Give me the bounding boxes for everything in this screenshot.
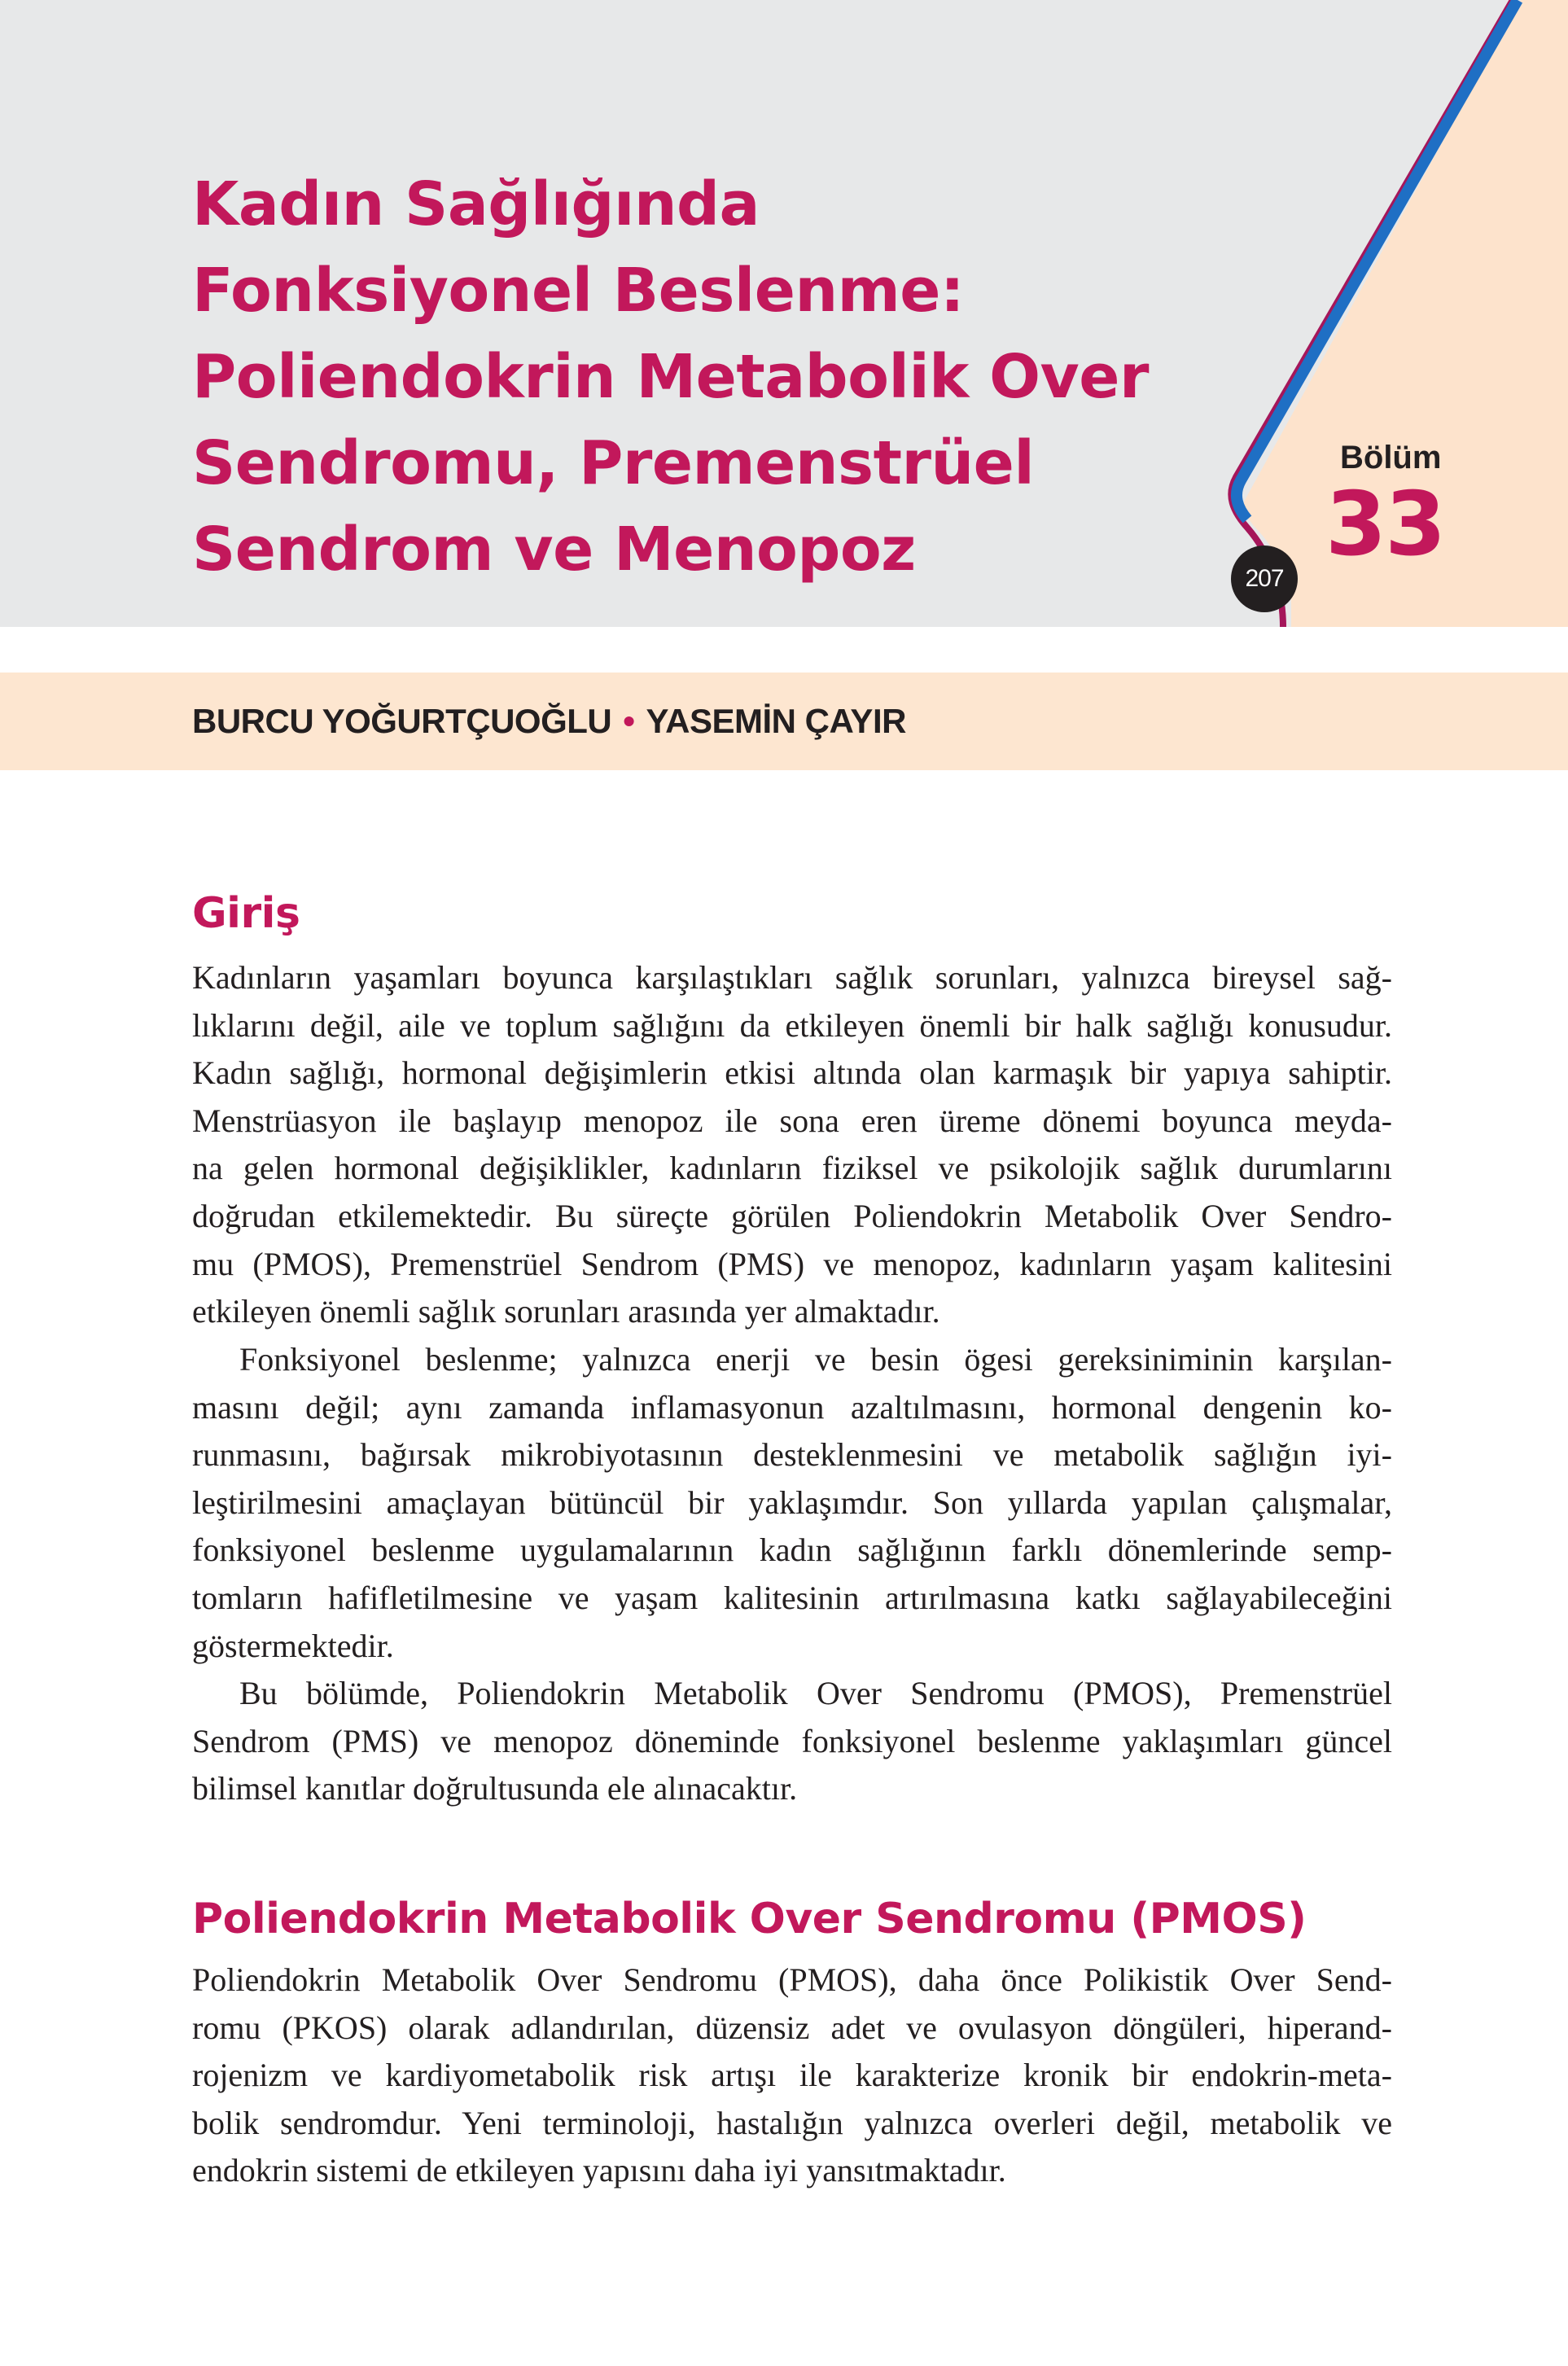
text-line: göstermektedir. <box>192 1627 394 1664</box>
paragraph <box>192 954 1392 1336</box>
chapter-title-line: Fonksiyonel Beslenme: <box>192 256 965 326</box>
paragraph <box>192 1670 1392 1813</box>
text-line: Bu bölümde, Poliendokrin Metabolik Over Sendromu (PMOS), Premenstrüel <box>239 1675 1392 1711</box>
paragraph <box>192 1956 1392 2195</box>
text-line: leştirilmesini amaçlayan bütüncül bir yaklaşımdır. Son yıllarda yapılan çalışmalar, <box>192 1483 1392 1521</box>
text-line: romu (PKOS) olarak adlandırılan, düzensiz adet ve ovulasyon döngüleri, hiperand- <box>192 2009 1392 2046</box>
text-line: lıklarını değil, aile ve toplum sağlığını da etkileyen önemli bir halk sağlığı konusudur. <box>192 1006 1392 1044</box>
section-heading-giris: Giriş <box>192 889 300 938</box>
text-line: tomların hafifletilmesine ve yaşam kalitesinin artırılmasına katkı sağlayabileceğini <box>192 1579 1392 1616</box>
text-line: endokrin sistemi de etkileyen yapısını daha iyi yansıtmaktadır. <box>192 2152 1006 2189</box>
text-line: na gelen hormonal değişiklikler, kadınların fiziksel ve psikolojik sağlık durumlarını <box>192 1150 1392 1187</box>
chapter-title <box>192 161 1250 593</box>
text-line: bilimsel kanıtlar doğrultusunda ele alınacaktır. <box>192 1770 798 1807</box>
chapter-title-line: Sendrom ve Menopoz <box>192 515 916 585</box>
text-line: mu (PMOS), Premenstrüel Sendrom (PMS) ve menopoz, kadınların yaşam kalitesini <box>192 1245 1392 1282</box>
chapter-number: 33 <box>1325 474 1445 576</box>
text-line: etkileyen önemli sağlık sorunları arasında yer almaktadır. <box>192 1293 940 1330</box>
chapter-title-line: Kadın Sağlığında <box>192 169 760 239</box>
text-line: doğrudan etkilemektedir. Bu süreçte görülen Poliendokrin Metabolik Over Sendro- <box>192 1197 1392 1234</box>
text-line: Menstrüasyon ile başlayıp menopoz ile sona eren üreme dönemi boyunca meyda- <box>192 1102 1392 1139</box>
text-line: fonksiyonel beslenme uygulamalarının kadın sağlığının farklı dönemlerinde semp- <box>192 1531 1392 1569</box>
text-line: Kadın sağlığı, hormonal değişimlerin etkisi altında olan karmaşık bir yapıya sahiptir. <box>192 1054 1392 1092</box>
chapter-title-line: Sendromu, Premenstrüel <box>192 428 1035 498</box>
author-name: YASEMİN ÇAYIR <box>646 702 906 740</box>
authors-line <box>192 699 906 744</box>
section-heading-pmos: Poliendokrin Metabolik Over Sendromu (PMOS) <box>192 1895 1307 1943</box>
text-line: bolik sendromdur. Yeni terminoloji, hastalığın yalnızca overleri değil, metabolik ve <box>192 2104 1392 2141</box>
text-line: Sendrom (PMS) ve menopoz döneminde fonksiyonel beslenme yaklaşımları güncel <box>192 1722 1392 1759</box>
text-line: Fonksiyonel beslenme; yalnızca enerji ve besin ögesi gereksiniminin karşılan- <box>239 1341 1392 1378</box>
chapter-label: Bölüm <box>1340 440 1442 475</box>
author-name: BURCU YOĞURTÇUOĞLU <box>192 702 612 740</box>
paragraph <box>192 1336 1392 1670</box>
text-line: masını değil; aynı zamanda inflamasyonun azaltılmasını, hormonal dengenin ko- <box>192 1388 1392 1426</box>
page-number-badge: 207 <box>1231 545 1298 612</box>
text-line: Kadınların yaşamları boyunca karşılaştıkları sağlık sorunları, yalnızca bireysel sağ- <box>192 959 1392 996</box>
text-line: runmasını, bağırsak mikrobiyotasının desteklenmesini ve metabolik sağlığın iyi- <box>192 1436 1392 1474</box>
author-separator: • <box>623 702 635 740</box>
chapter-title-line: Poliendokrin Metabolik Over <box>192 342 1149 412</box>
text-line: Poliendokrin Metabolik Over Sendromu (PMOS), daha önce Polikistik Over Send- <box>192 1961 1392 1998</box>
text-line: rojenizm ve kardiyometabolik risk artışı ile karakterize kronik bir endokrin-meta- <box>192 2057 1392 2094</box>
